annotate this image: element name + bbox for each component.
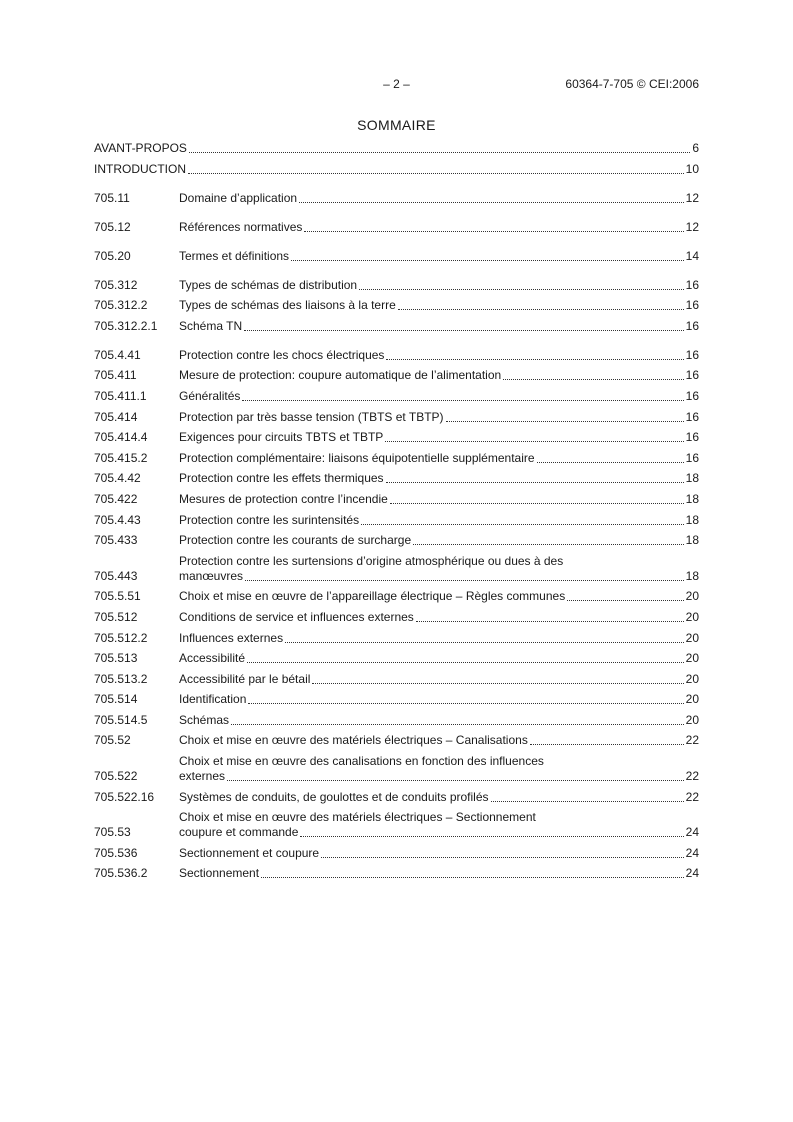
dot-leader: [390, 503, 684, 504]
toc-entry-title: Mesure de protection: coupure automatique de l’alimentation: [179, 368, 502, 383]
toc-entry-page: 12: [685, 219, 699, 234]
toc-entry-title: Mesures de protection contre l’incendie: [179, 491, 388, 506]
toc-entry[interactable]: [94, 533, 699, 548]
toc-entry-page: 20: [685, 651, 699, 666]
toc-entry-page: 16: [685, 450, 699, 465]
toc-entry-number: 705.536: [94, 845, 138, 860]
toc-entry[interactable]: [94, 220, 699, 235]
toc-entry[interactable]: [94, 471, 699, 486]
toc-entry-page: 24: [685, 845, 699, 860]
toc-entry-title: Domaine d’application: [179, 190, 298, 205]
dot-leader: [413, 544, 684, 545]
toc-entry-number: 705.512: [94, 609, 138, 624]
dot-leader: [361, 524, 684, 525]
dot-leader: [567, 600, 683, 601]
toc-entry-title: Accessibilité: [179, 651, 246, 666]
toc-entry[interactable]: [94, 141, 699, 156]
toc-entry-page: 18: [685, 533, 699, 548]
toc-entry-title: Protection contre les courants de surcharge: [179, 533, 412, 548]
toc-entry-number: 705.522.16: [94, 789, 155, 804]
toc-entry-title: Types de schémas de distribution: [179, 277, 358, 292]
toc-entry[interactable]: [94, 319, 699, 334]
toc-entry-title: Systèmes de conduits, de goulottes et de conduits profilés: [179, 789, 489, 804]
toc-entry-title: Schémas: [179, 712, 230, 727]
toc-entry-number: 705.433: [94, 533, 138, 548]
toc-entry-title: Protection par très basse tension (TBTS et TBTP): [179, 409, 444, 424]
toc-entry-title: INTRODUCTION: [94, 161, 186, 176]
toc-entry-title: Schéma TN: [179, 318, 243, 333]
toc-entry-page: 22: [685, 789, 699, 804]
toc-entry-title: Exigences pour circuits TBTS et TBTP: [179, 430, 384, 445]
dot-leader: [242, 400, 683, 401]
toc-entry-page: 20: [685, 589, 699, 604]
dot-leader: [245, 580, 684, 581]
toc-entry-number: 705.4.43: [94, 512, 141, 527]
toc-entry-page: 16: [685, 277, 699, 292]
toc-entry-title: Sectionnement: [179, 866, 260, 881]
toc-entry-number: 705.443: [94, 568, 138, 583]
toc-entry-number: 705.522: [94, 769, 138, 784]
toc-entry-page: 16: [685, 347, 699, 362]
toc-entry[interactable]: [94, 278, 699, 293]
toc-entry-page: 22: [685, 769, 699, 784]
toc-entry-page: 20: [685, 712, 699, 727]
toc-entry-title: Termes et définitions: [179, 248, 290, 263]
toc-entry-number: 705.4.41: [94, 347, 141, 362]
dot-leader: [231, 724, 684, 725]
toc-entry-page: 6: [692, 141, 699, 155]
toc-entry-title: Protection contre les effets thermiques: [179, 471, 384, 486]
toc-entry-title: Types de schémas des liaisons à la terre: [179, 298, 396, 313]
toc-entry-title: Protection contre les chocs électriques: [179, 347, 385, 362]
toc-entry[interactable]: [94, 631, 699, 646]
toc-entry[interactable]: [94, 733, 699, 748]
toc-entry[interactable]: [94, 692, 699, 707]
toc-entry-page: 20: [685, 630, 699, 645]
toc-entry-number: 705.312.2.1: [94, 318, 158, 333]
toc-entry-page: 16: [685, 430, 699, 445]
toc-entry-page: 12: [685, 190, 699, 205]
dot-leader: [321, 857, 684, 858]
dot-leader: [304, 231, 683, 232]
toc-entry-title: Conditions de service et influences externes: [179, 609, 414, 624]
toc-entry-page: 20: [685, 609, 699, 624]
toc-entry[interactable]: [94, 249, 699, 264]
toc-entry-page: 22: [685, 733, 699, 748]
dot-leader: [244, 330, 684, 331]
toc-entry[interactable]: [94, 610, 699, 625]
dot-leader: [188, 173, 684, 174]
toc-entry-title: Choix et mise en œuvre des matériels électriques – Canalisations: [179, 733, 528, 748]
table-of-contents: [94, 141, 699, 887]
toc-entry[interactable]: [94, 430, 699, 445]
toc-entry[interactable]: [94, 298, 699, 313]
toc-entry[interactable]: [94, 492, 699, 507]
toc-entry[interactable]: [94, 810, 699, 840]
toc-entry[interactable]: [94, 191, 699, 206]
toc-entry-number: 705.514.5: [94, 712, 148, 727]
toc-entry-page: 16: [685, 368, 699, 383]
dot-leader: [261, 877, 684, 878]
toc-entry-title: Références normatives: [179, 219, 303, 234]
toc-entry-number: 705.411: [94, 368, 137, 383]
toc-entry-title: AVANT-PROPOS: [94, 141, 187, 155]
toc-entry-number: 705.4.42: [94, 471, 141, 486]
toc-entry[interactable]: [94, 348, 699, 363]
toc-entry-number: 705.513.2: [94, 671, 148, 686]
toc-entry-number: 705.422: [94, 491, 138, 506]
toc-entry-page: 18: [685, 491, 699, 506]
dot-leader: [291, 260, 684, 261]
page-header: [94, 77, 699, 93]
toc-entry-page: 20: [685, 671, 699, 686]
document-reference: 60364-7-705 © CEI:2006: [565, 77, 699, 91]
toc-entry-number: 705.312.2: [94, 298, 148, 313]
toc-entry-number: 705.411.1: [94, 388, 147, 403]
toc-entry[interactable]: [94, 451, 699, 466]
dot-leader: [386, 359, 683, 360]
toc-entry-title: Généralités: [179, 388, 241, 403]
toc-entry-number: 705.415.2: [94, 450, 148, 465]
toc-entry-title: Sectionnement et coupure: [179, 845, 320, 860]
toc-entry-title: Identification: [179, 692, 247, 707]
toc-entry-number: 705.512.2: [94, 630, 148, 645]
toc-entry[interactable]: [94, 513, 699, 528]
toc-entry[interactable]: [94, 846, 699, 861]
toc-entry[interactable]: [94, 554, 699, 584]
dot-leader: [446, 421, 684, 422]
toc-entry-title: Choix et mise en œuvre de l’appareillage électrique – Règles communes: [179, 589, 566, 604]
dot-leader: [189, 152, 690, 153]
dot-leader: [248, 703, 683, 704]
toc-entry-number: 705.514: [94, 692, 138, 707]
toc-entry-page: 16: [685, 298, 699, 313]
dot-leader: [416, 621, 684, 622]
dot-leader: [503, 379, 683, 380]
toc-entry-number: 705.20: [94, 248, 131, 263]
toc-entry-title: Accessibilité par le bétail: [179, 671, 311, 686]
toc-entry[interactable]: [94, 866, 699, 881]
dot-leader: [491, 801, 684, 802]
toc-entry-page: 16: [685, 318, 699, 333]
toc-entry-title-continued: externes: [179, 769, 226, 784]
dot-leader: [227, 780, 684, 781]
toc-entry-number: 705.52: [94, 733, 131, 748]
toc-entry-title-continued: coupure et commande: [179, 825, 299, 840]
toc-entry[interactable]: [94, 410, 699, 425]
toc-entry[interactable]: [94, 651, 699, 666]
dot-leader: [299, 202, 684, 203]
toc-entry-number: 705.414.4: [94, 430, 148, 445]
dot-leader: [285, 642, 684, 643]
dot-leader: [312, 683, 683, 684]
toc-entry[interactable]: [94, 754, 699, 784]
toc-entry-number: 705.312: [94, 277, 138, 292]
dot-leader: [247, 662, 684, 663]
toc-entry-number: 705.513: [94, 651, 138, 666]
toc-entry-number: 705.11: [94, 190, 130, 205]
dot-leader: [359, 289, 684, 290]
toc-entry-number: 705.53: [94, 825, 131, 840]
toc-entry-page: 18: [685, 568, 699, 583]
dot-leader: [300, 836, 683, 837]
toc-entry[interactable]: [94, 589, 699, 604]
toc-entry-page: 24: [685, 825, 699, 840]
toc-entry-number: 705.536.2: [94, 866, 148, 881]
toc-entry[interactable]: [94, 713, 699, 728]
toc-entry[interactable]: [94, 368, 699, 383]
toc-entry-title-continued: manœuvres: [179, 568, 244, 583]
toc-entry[interactable]: [94, 672, 699, 687]
toc-entry[interactable]: [94, 389, 699, 404]
toc-entry-number: 705.12: [94, 219, 131, 234]
toc-entry-title: Choix et mise en œuvre des matériels électriques – Sectionnement: [179, 810, 536, 825]
toc-entry-title: Protection complémentaire: liaisons équipotentielle supplémentaire: [179, 450, 535, 465]
toc-entry[interactable]: [94, 162, 699, 177]
dot-leader: [398, 309, 684, 310]
toc-entry-page: 18: [685, 512, 699, 527]
dot-leader: [386, 482, 684, 483]
toc-entry-title: Protection contre les surtensions d’origine atmosphérique ou dues à des: [179, 553, 564, 568]
toc-entry[interactable]: [94, 790, 699, 805]
toc-entry-title: Choix et mise en œuvre des canalisations en fonction des influences: [179, 754, 544, 769]
toc-entry-page: 10: [685, 161, 699, 176]
page-number: – 2 –: [383, 77, 410, 91]
toc-entry-page: 18: [685, 471, 699, 486]
toc-entry-title: Influences externes: [179, 630, 284, 645]
toc-entry-page: 16: [685, 409, 699, 424]
toc-entry-number: 705.5.51: [94, 589, 141, 604]
toc-title: SOMMAIRE: [357, 117, 436, 133]
toc-entry-number: 705.414: [94, 409, 138, 424]
dot-leader: [537, 462, 684, 463]
toc-entry-title: Protection contre les surintensités: [179, 512, 360, 527]
dot-leader: [385, 441, 683, 442]
toc-entry-page: 24: [685, 866, 699, 881]
toc-entry-page: 20: [685, 692, 699, 707]
toc-entry-page: 14: [685, 248, 699, 263]
toc-entry-page: 16: [685, 388, 699, 403]
dot-leader: [530, 744, 684, 745]
